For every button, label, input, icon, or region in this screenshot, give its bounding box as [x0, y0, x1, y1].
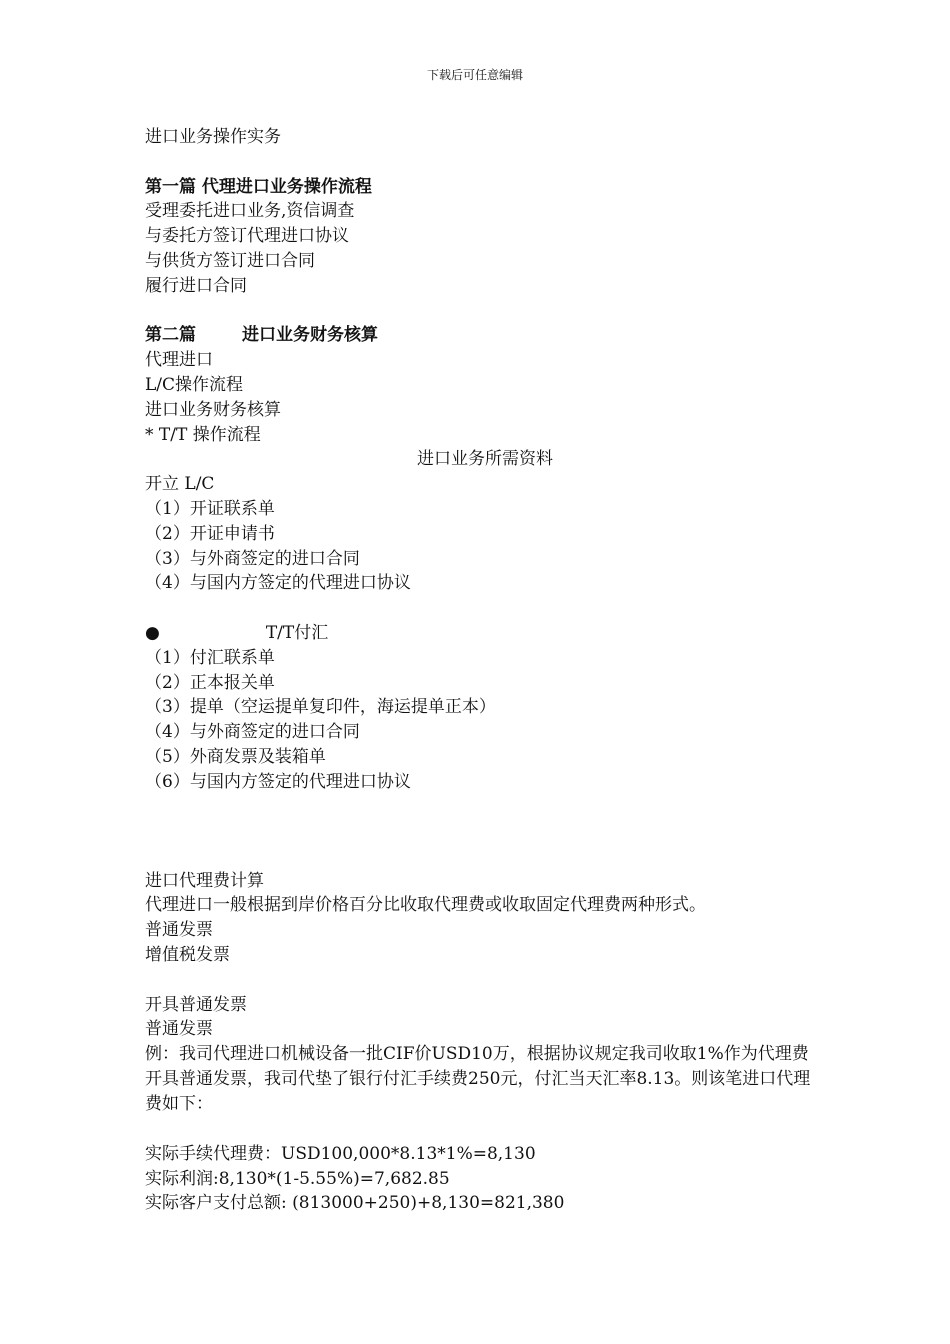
doc-title: 进口业务操作实务 [145, 127, 281, 147]
part2-heading-label: 第二篇 [145, 325, 196, 346]
materials-title: 进口业务所需资料 [417, 449, 553, 470]
part1-heading: 第一篇 代理进口业务操作流程 [145, 176, 372, 197]
tt-item: （6）与国内方签定的代理进口协议 [145, 771, 411, 792]
fee-example: 例：我司代理进口机械设备一批CIF价USD10万，根据协议规定我司收取1%作为代理费开具普通发票，我司代垫了银行付汇手续费250元，付汇当天汇率8.13。则该笔进口代理费如下： [145, 1044, 811, 1115]
lc-item: （1）开证联系单 [145, 498, 275, 519]
fee-type: 普通发票 [145, 920, 213, 941]
lc-item: （3）与外商签定的进口合同 [145, 548, 360, 569]
calc-line: 实际手续代理费：USD100,000*8.13*1%=8,130 [145, 1143, 536, 1164]
part1-item: 与委托方签订代理进口协议 [145, 226, 349, 247]
part2-heading-title: 进口业务财务核算 [242, 325, 378, 346]
bullet-icon: ● [145, 622, 160, 643]
tt-item: （4）与外商签定的进口合同 [145, 722, 360, 743]
fee-sub-label: 普通发票 [145, 1019, 213, 1040]
calc-line: 实际客户支付总额: (813000+250)+8,130=821,380 [145, 1193, 565, 1214]
part2-heading [145, 323, 825, 348]
lc-item: （4）与国内方签定的代理进口协议 [145, 573, 411, 594]
fee-intro: 代理进口一般根据到岸价格百分比收取代理费或收取固定代理费两种形式。 [145, 895, 706, 916]
part2-item: * T/T 操作流程 [145, 424, 261, 445]
part1-item: 与供货方签订进口合同 [145, 250, 315, 271]
calc-line: 实际利润:8,130*(1-5.55%)=7,682.85 [145, 1168, 450, 1189]
fee-sub-heading: 开具普通发票 [145, 994, 247, 1015]
document-body [145, 125, 825, 1216]
fee-type: 增值税发票 [145, 944, 230, 965]
part1-item: 履行进口合同 [145, 275, 247, 296]
part2-item: 代理进口 [145, 350, 213, 371]
lc-heading: 开立 L/C [145, 474, 215, 495]
tt-heading-row [145, 621, 825, 646]
tt-item: （2）正本报关单 [145, 672, 275, 693]
tt-heading: T/T付汇 [265, 622, 329, 643]
part2-item: 进口业务财务核算 [145, 399, 281, 420]
part1-item: 受理委托进口业务,资信调查 [145, 201, 355, 222]
tt-item: （1）付汇联系单 [145, 647, 275, 668]
tt-item: （5）外商发票及装箱单 [145, 746, 326, 767]
tt-item: （3）提单（空运提单复印件，海运提单正本） [145, 697, 496, 718]
part2-item: L/C操作流程 [145, 374, 244, 395]
lc-item: （2）开证申请书 [145, 523, 275, 544]
fee-heading: 进口代理费计算 [145, 870, 264, 891]
header-note: 下载后可任意编辑 [426, 68, 523, 82]
